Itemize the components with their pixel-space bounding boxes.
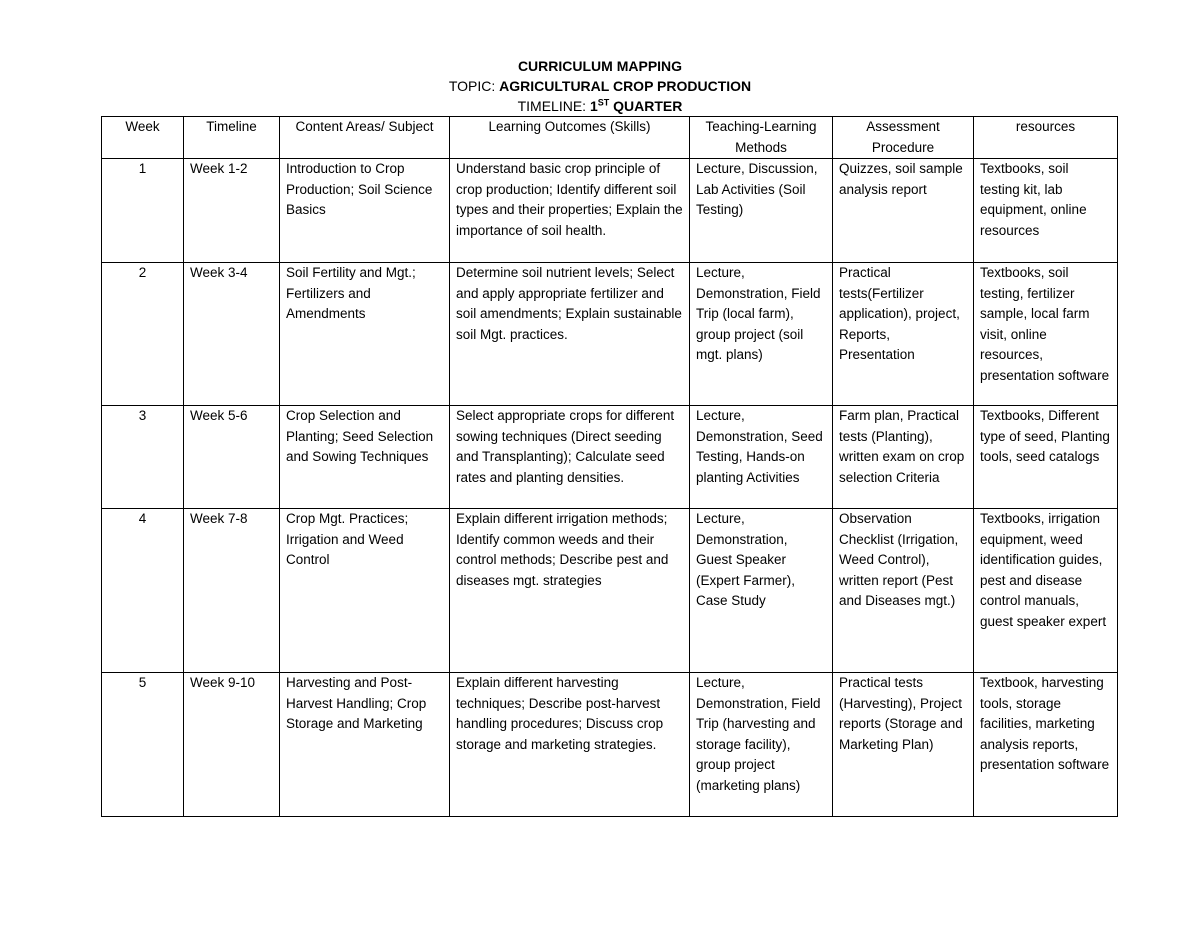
header-week: Week <box>102 117 184 159</box>
header-resources: resources <box>974 117 1118 159</box>
methods-cell: Lecture, Discussion, Lab Activities (Soil Testing) <box>690 159 833 263</box>
table-row <box>102 673 1118 817</box>
week-cell: 3 <box>102 406 184 509</box>
methods-cell: Lecture, Demonstration, Field Trip (local farm), group project (soil mgt. plans) <box>690 263 833 406</box>
methods-cell: Lecture, Demonstration, Guest Speaker (Expert Farmer), Case Study <box>690 509 833 673</box>
resources-cell: Textbooks, irrigation equipment, weed identification guides, pest and disease control manuals, guest speaker expert <box>974 509 1118 673</box>
assessment-cell: Observation Checklist (Irrigation, Weed Control), written report (Pest and Diseases mgt.) <box>833 509 974 673</box>
content-cell: Crop Selection and Planting; Seed Selection and Sowing Techniques <box>280 406 450 509</box>
header-timeline: Timeline <box>184 117 280 159</box>
assessment-cell: Farm plan, Practical tests (Planting), written exam on crop selection Criteria <box>833 406 974 509</box>
topic-value: AGRICULTURAL CROP PRODUCTION <box>499 78 752 94</box>
assessment-cell: Practical tests(Fertilizer application), project, Reports, Presentation <box>833 263 974 406</box>
week-cell: 1 <box>102 159 184 263</box>
content-cell: Introduction to Crop Production; Soil Science Basics <box>280 159 450 263</box>
outcomes-cell: Understand basic crop principle of crop production; Identify different soil types and their properties; Explain the importance of soil health. <box>450 159 690 263</box>
table-row <box>102 159 1118 263</box>
curriculum-table <box>101 116 1118 817</box>
timeline-cell: Week 3-4 <box>184 263 280 406</box>
table-row <box>102 406 1118 509</box>
resources-cell: Textbooks, Different type of seed, Planting tools, seed catalogs <box>974 406 1118 509</box>
timeline-suffix: ST <box>597 97 610 108</box>
timeline-value: QUARTER <box>609 98 683 114</box>
week-cell: 5 <box>102 673 184 817</box>
content-cell: Harvesting and Post-Harvest Handling; Crop Storage and Marketing <box>280 673 450 817</box>
content-cell: Soil Fertility and Mgt.; Fertilizers and Amendments <box>280 263 450 406</box>
timeline-number: 1 <box>589 98 598 114</box>
week-cell: 2 <box>102 263 184 406</box>
timeline-cell: Week 5-6 <box>184 406 280 509</box>
outcomes-cell: Explain different irrigation methods; Identify common weeds and their control methods; Describe pest and diseases mgt. strategies <box>450 509 690 673</box>
resources-cell: Textbooks, soil testing, fertilizer sample, local farm visit, online resources, presentation software <box>974 263 1118 406</box>
week-cell: 4 <box>102 509 184 673</box>
topic-line <box>0 76 1200 96</box>
header-content-areas: Content Areas/ Subject <box>280 117 450 159</box>
table-header-row <box>102 117 1118 159</box>
outcomes-cell: Explain different harvesting techniques; Describe post-harvest handling procedures; Discuss crop storage and marketing strategies. <box>450 673 690 817</box>
timeline-line <box>0 96 1200 116</box>
header-learning-outcomes: Learning Outcomes (Skills) <box>450 117 690 159</box>
document-heading <box>0 56 1200 116</box>
topic-label: TOPIC: <box>448 78 500 94</box>
document-title: CURRICULUM MAPPING <box>517 58 683 74</box>
resources-cell: Textbook, harvesting tools, storage facilities, marketing analysis reports, presentation software <box>974 673 1118 817</box>
timeline-cell: Week 7-8 <box>184 509 280 673</box>
outcomes-cell: Select appropriate crops for different sowing techniques (Direct seeding and Transplanting); Calculate seed rates and planting densities. <box>450 406 690 509</box>
header-assessment: Assessment Procedure <box>833 117 974 159</box>
outcomes-cell: Determine soil nutrient levels; Select and apply appropriate fertilizer and soil amendments; Explain sustainable soil Mgt. practices. <box>450 263 690 406</box>
methods-cell: Lecture, Demonstration, Seed Testing, Hands-on planting Activities <box>690 406 833 509</box>
methods-cell: Lecture, Demonstration, Field Trip (harvesting and storage facility), group project (marketing plans) <box>690 673 833 817</box>
assessment-cell: Quizzes, soil sample analysis report <box>833 159 974 263</box>
table-row <box>102 509 1118 673</box>
table-row <box>102 263 1118 406</box>
resources-cell: Textbooks, soil testing kit, lab equipment, online resources <box>974 159 1118 263</box>
assessment-cell: Practical tests (Harvesting), Project reports (Storage and Marketing Plan) <box>833 673 974 817</box>
timeline-cell: Week 1-2 <box>184 159 280 263</box>
header-teaching-methods: Teaching-Learning Methods <box>690 117 833 159</box>
timeline-cell: Week 9-10 <box>184 673 280 817</box>
content-cell: Crop Mgt. Practices; Irrigation and Weed Control <box>280 509 450 673</box>
timeline-label: TIMELINE: <box>517 98 590 114</box>
